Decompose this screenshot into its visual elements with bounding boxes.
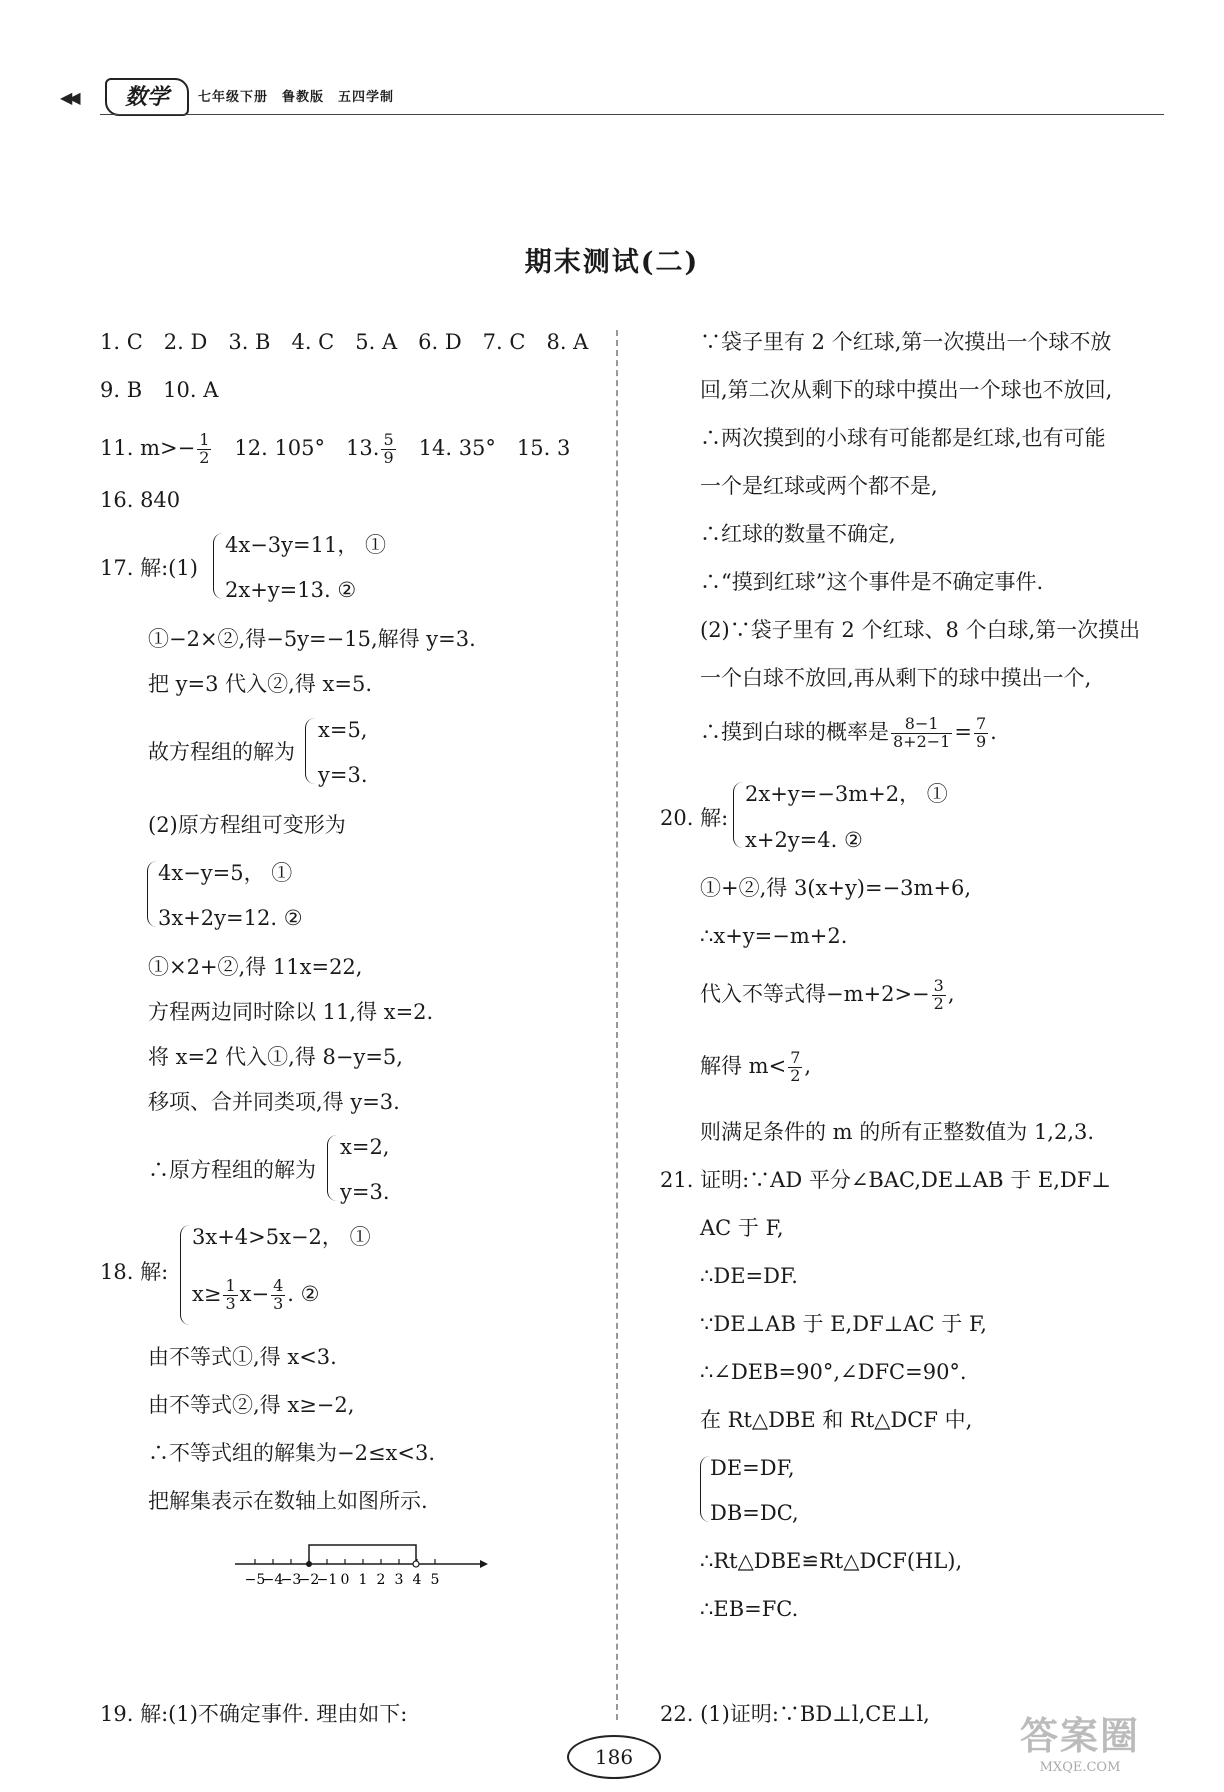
numerator: 7 xyxy=(975,714,987,733)
q18-step2: 由不等式②,得 x≥−2, xyxy=(148,1393,355,1417)
number-line-label: −3 xyxy=(280,1572,302,1588)
q17-part2-step2: 方程两边同时除以 11,得 x=2. xyxy=(148,1000,434,1024)
text: x≥ xyxy=(192,1281,222,1306)
numerator: 4 xyxy=(273,1276,284,1295)
double-arrow-icon: ◀◀ xyxy=(60,88,77,107)
q19-line-4: 一个是红球或两个都不是, xyxy=(700,474,938,498)
page-title: 期末测试(二) xyxy=(524,247,700,278)
q17-part2-eq1: 4x−y=5， ① xyxy=(158,861,293,885)
numerator: 5 xyxy=(383,430,394,449)
q21-step2: ∵DE⊥AB 于 E,DF⊥AC 于 F, xyxy=(700,1312,987,1336)
text: 14. 35° 15. 3 xyxy=(397,435,571,460)
brace xyxy=(147,861,158,927)
number-line-label: 4 xyxy=(412,1572,422,1588)
text: ∴摸到白球的概率是 xyxy=(700,719,889,744)
q17-part2-step5: ∴原方程组的解为 xyxy=(148,1158,316,1182)
q17-part2-step4: 移项、合并同类项,得 y=3. xyxy=(148,1090,400,1114)
q21-cond2: DB=DC, xyxy=(710,1501,799,1525)
q19-line-7: (2)∵袋子里有 2 个红球、8 个白球,第一次摸出 xyxy=(700,618,1141,642)
q18-step1: 由不等式①,得 x<3. xyxy=(148,1345,337,1369)
q19-line-1: ∵袋子里有 2 个红球,第一次摸出一个球不放 xyxy=(700,330,1112,354)
q21-step4: 在 Rt△DBE 和 Rt△DCF 中, xyxy=(700,1408,973,1432)
denominator: 8+2−1 xyxy=(893,731,951,751)
denominator: 3 xyxy=(273,1293,284,1313)
text: 解得 m< xyxy=(700,1053,787,1078)
q21-label-cont: AC 于 F, xyxy=(700,1216,784,1240)
q17-step3: 故方程组的解为 xyxy=(148,740,295,764)
header-rule xyxy=(100,114,1164,115)
subject-badge: 数学 xyxy=(105,78,189,116)
q20-step4 xyxy=(700,1050,811,1085)
arrow-icon xyxy=(480,1560,488,1568)
watermark xyxy=(1020,1705,1140,1775)
q17-step2: 把 y=3 代入②,得 x=5. xyxy=(148,672,372,696)
number-line-label: −5 xyxy=(244,1572,266,1588)
number-line-label: 3 xyxy=(394,1572,404,1588)
q18-step3: ∴不等式组的解集为−2≤x<3. xyxy=(148,1441,436,1465)
numerator: 1 xyxy=(199,430,210,449)
q17-step1: ①−2×②,得−5y=−15,解得 y=3. xyxy=(148,627,476,651)
q19-line-6: ∴“摸到红球”这个事件是不确定事件. xyxy=(700,570,1044,594)
q20-step2: ∴x+y=−m+2. xyxy=(700,924,848,948)
q21-cond1: DE=DF, xyxy=(710,1456,795,1480)
q20-label: 20. 解: xyxy=(660,806,729,830)
q18-ineq1: 3x+4>5x−2， ① xyxy=(192,1225,371,1249)
text: . xyxy=(990,719,997,744)
book-subtitle: 七年级下册 鲁教版 五四学制 xyxy=(198,90,395,105)
fraction xyxy=(197,432,211,467)
q17-sol-y: y=3. xyxy=(318,763,368,787)
q17-sol-x: x=5, xyxy=(318,718,368,742)
q19-line-3: ∴两次摸到的小球有可能都是红球,也有可能 xyxy=(700,426,1106,450)
fraction xyxy=(381,432,395,467)
q21-step7: ∴EB=FC. xyxy=(700,1597,799,1621)
numerator: 8−1 xyxy=(891,716,952,734)
brace xyxy=(327,1135,338,1201)
watermark-text: 答案圈 xyxy=(1020,1713,1141,1758)
text: 12. 105° 13. xyxy=(213,435,380,460)
q19-label: 19. 解:(1)不确定事件. 理由如下: xyxy=(100,1702,408,1726)
fraction xyxy=(891,716,952,751)
q19-line-9 xyxy=(700,716,997,751)
text: , xyxy=(947,981,955,1006)
denominator: 9 xyxy=(975,731,987,751)
q21-step6: ∴Rt△DBE≌Rt△DCF(HL), xyxy=(700,1549,963,1573)
q20-step1: ①+②,得 3(x+y)=−3m+6, xyxy=(700,876,972,900)
denominator: 3 xyxy=(225,1293,236,1313)
q21-step3: ∴∠DEB=90°,∠DFC=90°. xyxy=(700,1360,967,1384)
q20-step5: 则满足条件的 m 的所有正整数值为 1,2,3. xyxy=(700,1120,1095,1144)
fraction xyxy=(932,978,946,1013)
text: 代入不等式得−m+2>− xyxy=(700,981,930,1006)
answer-line-3 xyxy=(100,432,570,467)
number-line-label: 0 xyxy=(340,1572,350,1588)
text: , xyxy=(804,1053,812,1078)
denominator: 2 xyxy=(790,1065,801,1085)
q20-step3 xyxy=(700,978,955,1013)
text: x− xyxy=(239,1281,270,1306)
q17-eq2: 2x+y=13. ② xyxy=(225,578,357,602)
q17-eq1: 4x−3y=11， ① xyxy=(225,533,387,557)
answer-line-4: 16. 840 xyxy=(100,488,181,512)
q21-step1: ∴DE=DF. xyxy=(700,1264,798,1288)
number-line-label: 2 xyxy=(376,1572,386,1588)
page-number: 186 xyxy=(567,1735,661,1779)
denominator: 2 xyxy=(933,993,944,1013)
open-endpoint xyxy=(413,1561,419,1567)
q21-label: 21. 证明:∵AD 平分∠BAC,DE⊥AB 于 E,DF⊥ xyxy=(660,1168,1112,1192)
q17-part2-eq2: 3x+2y=12. ② xyxy=(158,906,303,930)
q17-part2-step3: 将 x=2 代入①,得 8−y=5, xyxy=(148,1045,403,1069)
q17-part2-sol-x: x=2, xyxy=(340,1135,390,1159)
q18-label: 18. 解: xyxy=(100,1260,169,1284)
number-line-label: 1 xyxy=(358,1572,368,1588)
denominator: 2 xyxy=(199,447,210,467)
q17-part2-sol-y: y=3. xyxy=(340,1180,390,1204)
q17-part2-step1: ①×2+②,得 11x=22, xyxy=(148,955,363,979)
watermark-url: MXQE.COM xyxy=(1039,1760,1121,1775)
brace xyxy=(305,718,316,784)
q17-label: 17. 解:(1) xyxy=(100,556,198,580)
q20-eq1: 2x+y=−3m+2， ① xyxy=(745,782,948,806)
closed-endpoint xyxy=(306,1561,312,1567)
q19-line-2: 回,第二次从剩下的球中摸出一个球也不放回, xyxy=(700,378,1113,402)
q18-step4: 把解集表示在数轴上如图所示. xyxy=(148,1489,428,1513)
column-divider xyxy=(616,330,618,1720)
number-line-label: −1 xyxy=(316,1572,338,1588)
number-line-label: −2 xyxy=(298,1572,320,1588)
brace xyxy=(733,782,744,848)
number-line-label: −4 xyxy=(262,1572,284,1588)
q18-ineq2 xyxy=(192,1278,319,1313)
brace xyxy=(213,533,224,599)
fraction xyxy=(223,1278,237,1313)
denominator: 9 xyxy=(383,447,394,467)
text: . ② xyxy=(287,1281,320,1306)
fraction xyxy=(974,716,988,751)
q19-line-8: 一个白球不放回,再从剩下的球中摸出一个, xyxy=(700,666,1092,690)
number-line-label: 5 xyxy=(430,1572,440,1588)
text: 11. m>− xyxy=(100,435,196,460)
q17-part2: (2)原方程组可变形为 xyxy=(148,813,346,837)
numerator: 3 xyxy=(933,976,944,995)
numerator: 1 xyxy=(225,1276,236,1295)
q19-line-5: ∴红球的数量不确定, xyxy=(700,522,896,546)
fraction xyxy=(271,1278,285,1313)
text: = xyxy=(954,719,972,744)
brace xyxy=(180,1225,191,1325)
q20-eq2: x+2y=4. ② xyxy=(745,828,863,852)
q22-label: 22. (1)证明:∵BD⊥l,CE⊥l, xyxy=(660,1702,930,1726)
answer-line-1: 1. C 2. D 3. B 4. C 5. A 6. D 7. C 8. A xyxy=(100,330,589,354)
fraction xyxy=(788,1050,802,1085)
number-line-diagram xyxy=(230,1540,490,1600)
page-header xyxy=(60,70,1164,120)
answer-line-2: 9. B 10. A xyxy=(100,378,219,402)
numerator: 7 xyxy=(790,1048,801,1067)
